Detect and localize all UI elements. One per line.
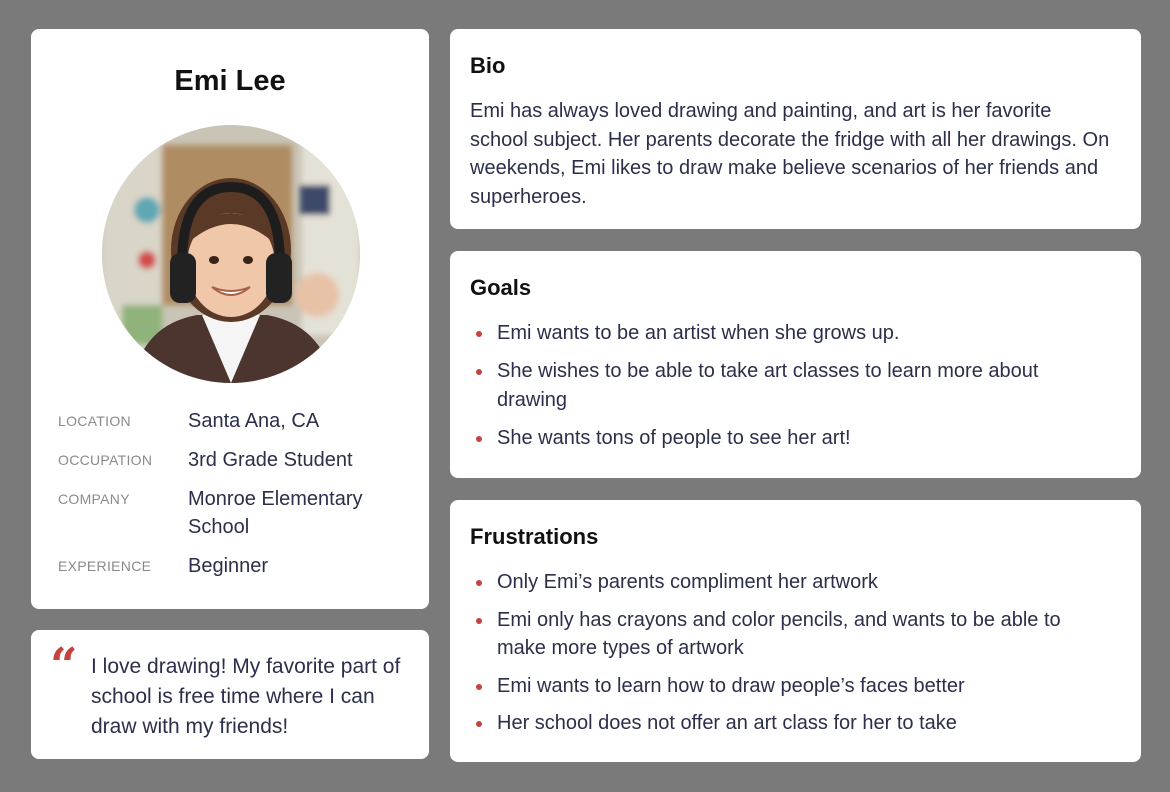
goal-text: She wishes to be able to take art classes to learn more about drawing [497, 360, 1039, 411]
detail-row-experience [58, 552, 408, 580]
quote-card [31, 630, 429, 759]
goal-text: Emi wants to be an artist when she grows up. [497, 322, 900, 344]
bio-heading: Bio [470, 53, 506, 78]
detail-label: EXPERIENCE [58, 558, 152, 574]
bullet-icon [476, 331, 482, 337]
frustrations-heading: Frustrations [470, 524, 599, 549]
quote-text: I love drawing! My favorite part of school is free time where I can draw with my friends! [91, 655, 401, 738]
bullet-icon [476, 721, 482, 727]
persona-name: Emi Lee [174, 65, 286, 97]
list-item [470, 672, 1110, 701]
list-item [470, 709, 1110, 738]
goal-text: She wants tons of people to see her art! [497, 426, 851, 449]
bullet-icon [476, 618, 482, 624]
list-item [470, 568, 1110, 597]
detail-label: LOCATION [58, 413, 131, 429]
bullet-icon [476, 580, 482, 586]
detail-label: OCCUPATION [58, 452, 153, 468]
goals-list [470, 319, 1110, 462]
frustration-text: Only Emi’s parents compliment her artwork [497, 571, 878, 593]
list-item [470, 319, 1110, 348]
frustration-text: Emi wants to learn how to draw people’s faces better [497, 674, 965, 697]
frustration-text: Emi only has crayons and color pencils, and wants to be able to make more types of artwork [497, 608, 1061, 659]
frustration-text: Her school does not offer an art class for her to take [497, 712, 957, 734]
quote-icon: “ [50, 638, 78, 694]
goals-heading: Goals [470, 275, 532, 300]
bullet-icon [476, 436, 482, 442]
child-with-headphones-photo-icon [102, 125, 360, 383]
bullet-icon [476, 684, 482, 690]
frustrations-card [450, 500, 1141, 762]
list-item [470, 357, 1110, 414]
list-item [470, 424, 1110, 453]
bullet-icon [476, 369, 482, 375]
list-item [470, 606, 1110, 663]
detail-row-company [58, 485, 408, 541]
profile-card [31, 29, 429, 609]
goals-card [450, 251, 1141, 478]
detail-label: COMPANY [58, 491, 130, 507]
frustrations-list [470, 568, 1110, 747]
detail-row-location [58, 407, 408, 435]
detail-value: Beginner [188, 555, 269, 577]
detail-value: 3rd Grade Student [188, 449, 353, 471]
detail-value: Santa Ana, CA [188, 410, 320, 432]
profile-photo [102, 125, 360, 383]
bio-text: Emi has always loved drawing and painting, and art is her favorite school subject. Her parents decorate the fridge with all her drawings. On weekends, Emi likes to draw make believe scenarios of her friends and superheroes. [470, 100, 1110, 208]
profile-details [58, 407, 408, 591]
detail-row-occupation [58, 446, 408, 474]
bio-card [450, 29, 1141, 229]
detail-value: Monroe Elementary School [188, 488, 363, 538]
